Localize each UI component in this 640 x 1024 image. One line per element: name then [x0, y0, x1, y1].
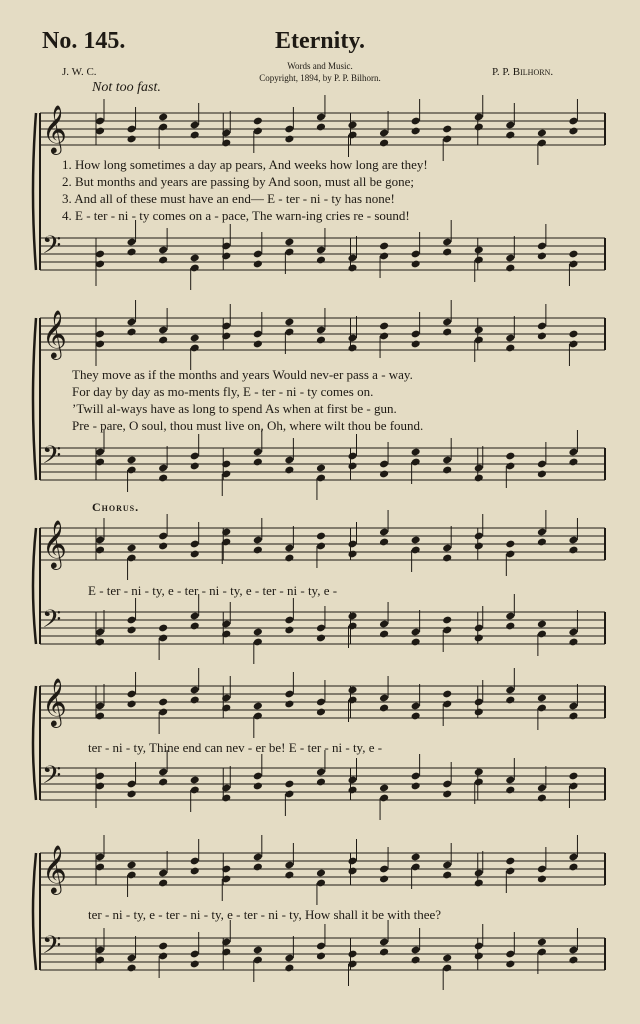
note-head: [442, 554, 452, 563]
note-head: [411, 956, 421, 965]
note-head: [284, 626, 294, 635]
note-head: [537, 538, 547, 547]
verse-line-2: 2. But months and years are passing by And soon, must all be gone;: [62, 174, 415, 189]
note-head: [316, 708, 326, 717]
note-head: [442, 690, 452, 699]
bass-clef: 𝄢: [42, 605, 62, 640]
note-head: [253, 628, 263, 637]
verse-line-4: 4. E - ter - ni - ty comes on a - pace, The warn-ing cries re - sound!: [62, 208, 410, 223]
note-head: [474, 246, 484, 255]
note-head: [158, 698, 168, 707]
note-head: [253, 260, 263, 269]
note-head: [221, 630, 231, 639]
note-head: [284, 780, 294, 789]
note-head: [442, 248, 452, 257]
note-head: [221, 948, 231, 957]
note-head: [158, 474, 168, 483]
note-head: [568, 127, 578, 136]
note-head: [221, 460, 231, 469]
note-head: [347, 786, 357, 795]
note-head: [221, 704, 231, 713]
note-head: [347, 121, 357, 130]
note-head: [411, 638, 421, 647]
system-brace: [33, 113, 36, 270]
verse-line-1: 1. How long sometimes a day ap pears, And weeks how long are they!: [62, 157, 428, 172]
chorus-lyric-line-2: ter - ni - ty, Thine end can nev - er be! E - ter - ni - ty, e -: [88, 740, 383, 755]
treble-clef: 𝄞: [42, 844, 67, 893]
note-head: [127, 248, 137, 257]
note-head: [158, 336, 168, 345]
note-head: [505, 344, 515, 353]
verse-line-6: For day by day as mo-ments fly, E - ter - ni - ty comes on.: [72, 384, 374, 399]
note-head: [316, 532, 326, 541]
note-head: [284, 700, 294, 709]
copyright-line-1: Words and Music.: [287, 61, 353, 71]
note-head: [253, 863, 263, 872]
note-head: [316, 123, 326, 132]
note-head: [379, 139, 389, 148]
note-head: [442, 125, 452, 134]
words-author: J. W. C.: [62, 66, 97, 78]
treble-clef: 𝄞: [42, 104, 67, 153]
note-head: [347, 612, 357, 621]
note-head: [537, 470, 547, 479]
chorus-label: Chorus.: [92, 500, 140, 514]
system-brace: [33, 686, 36, 800]
tempo-marking: Not too fast.: [92, 80, 161, 95]
note-head: [379, 470, 389, 479]
note-head: [284, 554, 294, 563]
music-author: P. P. Bilhorn.: [492, 66, 554, 78]
bass-clef: 𝄢: [42, 231, 62, 266]
system-brace: [33, 318, 36, 480]
note-head: [537, 875, 547, 884]
note-head: [474, 634, 484, 643]
note-head: [284, 871, 294, 880]
note-head: [284, 135, 294, 144]
note-head: [347, 462, 357, 471]
note-head: [316, 634, 326, 643]
note-head: [411, 260, 421, 269]
note-head: [158, 256, 168, 265]
note-head: [158, 778, 168, 787]
note-head: [505, 622, 515, 631]
system-brace: [33, 853, 36, 970]
note-head: [442, 466, 452, 475]
note-head: [474, 952, 484, 961]
verse-line-7: ’Twill al-ways have as long to spend As when at first be - gun.: [72, 401, 397, 416]
system-brace: [33, 528, 36, 644]
note-head: [347, 550, 357, 559]
note-head: [127, 964, 137, 973]
note-head: [190, 254, 200, 263]
note-head: [474, 879, 484, 888]
note-head: [127, 328, 137, 337]
note-head: [253, 340, 263, 349]
note-head: [190, 867, 200, 876]
note-head: [316, 336, 326, 345]
note-head: [411, 853, 421, 862]
note-head: [568, 712, 578, 721]
note-head: [316, 464, 326, 473]
note-head: [347, 950, 357, 959]
note-head: [537, 332, 547, 341]
note-head: [316, 952, 326, 961]
note-head: [316, 869, 326, 878]
note-head: [537, 938, 547, 947]
verse-line-8: Pre - pare, O soul, thou must live on, Oh, where wilt thou be found.: [72, 418, 424, 433]
treble-clef: 𝄞: [42, 309, 67, 358]
note-head: [221, 528, 231, 537]
note-head: [474, 768, 484, 777]
note-head: [474, 542, 484, 551]
note-head: [379, 784, 389, 793]
note-head: [379, 948, 389, 957]
note-head: [537, 129, 547, 138]
note-head: [379, 875, 389, 884]
note-head: [505, 857, 515, 866]
verse-line-5: They move as if the months and years Would nev-er pass a - way.: [72, 367, 413, 382]
bass-clef: 𝄢: [42, 931, 62, 966]
note-head: [190, 131, 200, 140]
note-head: [127, 790, 137, 799]
note-head: [158, 942, 168, 951]
chorus-lyric-line-1: E - ter - ni - ty, e - ter - ni - ty, e - ter - ni - ty, e -: [88, 583, 338, 598]
note-head: [568, 250, 578, 259]
note-head: [411, 536, 421, 545]
note-head: [347, 867, 357, 876]
note-head: [505, 696, 515, 705]
note-head: [379, 242, 389, 251]
verse-line-3: 3. And all of these must have an end— E - ter - ni - ty has none!: [62, 191, 395, 206]
note-head: [253, 117, 263, 126]
note-head: [568, 863, 578, 872]
note-head: [505, 960, 515, 969]
note-head: [190, 622, 200, 631]
note-head: [442, 871, 452, 880]
note-head: [284, 466, 294, 475]
note-head: [537, 794, 547, 803]
note-head: [442, 328, 452, 337]
note-head: [127, 700, 137, 709]
hymn-number: No. 145.: [42, 28, 126, 54]
note-head: [127, 456, 137, 465]
note-head: [221, 865, 231, 874]
note-head: [221, 332, 231, 341]
note-head: [347, 264, 357, 273]
note-head: [190, 960, 200, 969]
note-head: [127, 544, 137, 553]
treble-clef: 𝄞: [42, 519, 67, 568]
note-head: [537, 620, 547, 629]
note-head: [316, 256, 326, 265]
note-head: [379, 704, 389, 713]
note-head: [221, 139, 231, 148]
bass-clef: 𝄢: [42, 761, 62, 796]
note-head: [316, 778, 326, 787]
note-head: [190, 776, 200, 785]
note-head: [568, 638, 578, 647]
note-head: [442, 790, 452, 799]
chorus-lyric-line-3: ter - ni - ty, e - ter - ni - ty, e - ter - ni - ty, How shall it be with thee?: [88, 907, 442, 922]
note-head: [411, 712, 421, 721]
note-head: [474, 123, 484, 132]
note-head: [537, 694, 547, 703]
note-head: [411, 340, 421, 349]
note-head: [568, 330, 578, 339]
note-head: [442, 616, 452, 625]
note-head: [568, 458, 578, 467]
note-head: [190, 550, 200, 559]
note-head: [221, 794, 231, 803]
note-head: [253, 782, 263, 791]
note-head: [411, 127, 421, 136]
note-head: [127, 626, 137, 635]
note-head: [505, 540, 515, 549]
note-head: [190, 334, 200, 343]
note-head: [190, 696, 200, 705]
treble-clef: 𝄞: [42, 677, 67, 726]
note-head: [158, 879, 168, 888]
note-head: [158, 113, 168, 122]
note-head: [379, 630, 389, 639]
note-head: [411, 448, 421, 457]
note-head: [158, 624, 168, 633]
note-head: [284, 318, 294, 327]
hymn-title: Eternity.: [275, 28, 365, 54]
note-head: [253, 946, 263, 955]
note-head: [411, 782, 421, 791]
note-head: [537, 252, 547, 261]
note-head: [127, 861, 137, 870]
note-head: [442, 954, 452, 963]
note-head: [347, 686, 357, 695]
note-head: [253, 702, 263, 711]
note-head: [568, 772, 578, 781]
note-head: [190, 462, 200, 471]
note-head: [568, 956, 578, 965]
note-head: [347, 344, 357, 353]
note-head: [568, 546, 578, 555]
bass-clef: 𝄢: [42, 441, 62, 476]
note-head: [284, 238, 294, 247]
copyright-line-2: Copyright, 1894, by P. P. Bilhorn.: [259, 73, 381, 83]
note-head: [505, 786, 515, 795]
note-head: [253, 546, 263, 555]
note-head: [158, 542, 168, 551]
note-head: [379, 322, 389, 331]
note-head: [253, 458, 263, 467]
note-head: [474, 708, 484, 717]
note-head: [474, 474, 484, 483]
note-head: [505, 264, 515, 273]
note-head: [284, 964, 294, 973]
note-head: [221, 252, 231, 261]
note-head: [474, 326, 484, 335]
note-head: [505, 131, 515, 140]
note-head: [505, 452, 515, 461]
note-head: [379, 538, 389, 547]
note-head: [127, 135, 137, 144]
